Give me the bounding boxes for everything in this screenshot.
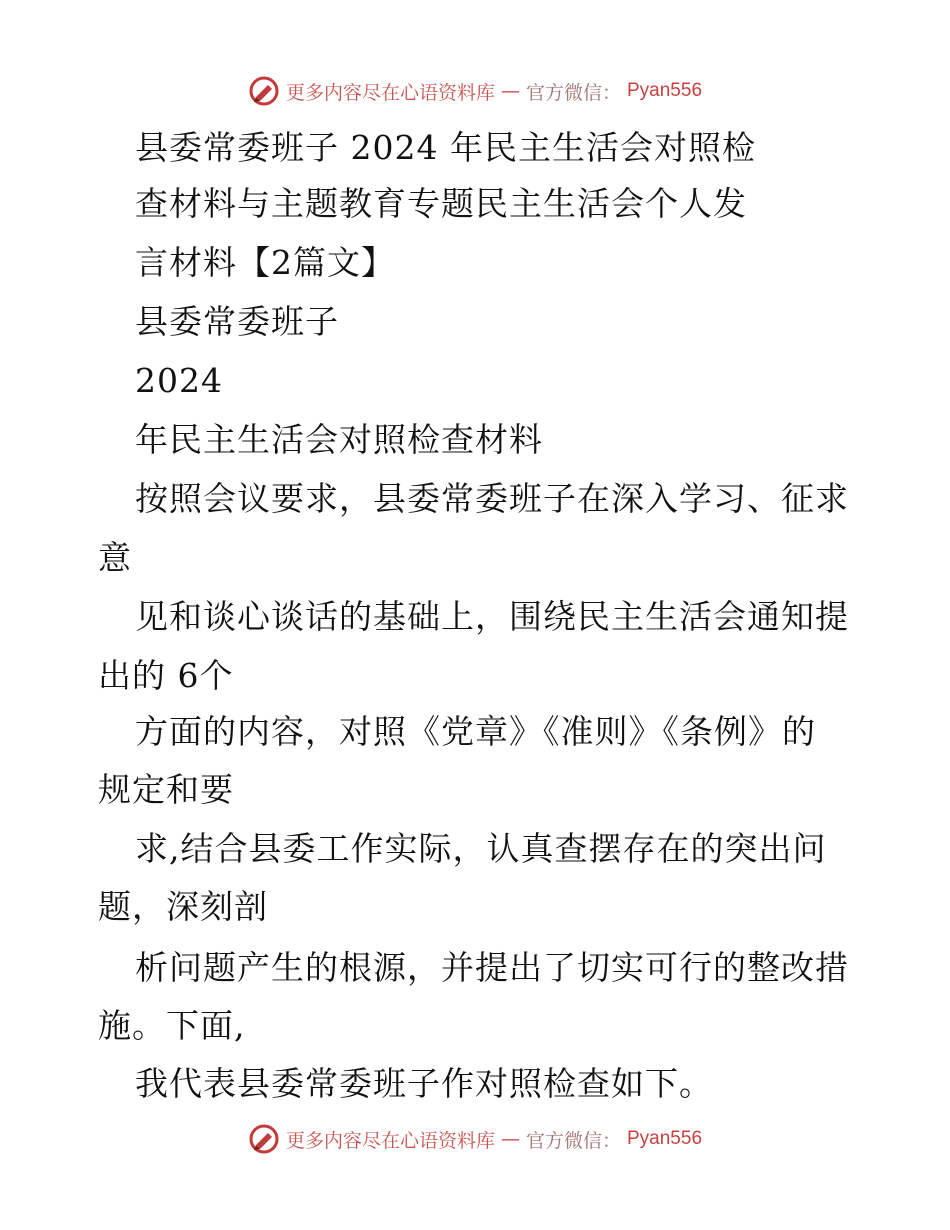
watermark-wechat-label: 官方微信： [525, 81, 621, 104]
body-line-10: 施。下面, [98, 1006, 246, 1045]
header-watermark [0, 71, 950, 111]
heading-line-2: 2024 [135, 361, 223, 400]
body-line-3: 见和谈心谈话的基础上，围绕民主生活会通知提 [135, 597, 849, 636]
watermark-site-text: 更多内容尽在心语资料库 [285, 1129, 495, 1152]
title-line-3: 言材料【2篇文】 [135, 243, 395, 282]
body-line-8: 题，深刻剖 [98, 887, 268, 926]
title-line-2: 查材料与主题教育专题民主生活会个人发 [135, 184, 747, 223]
body-line-5: 方面的内容，对照《党章》《准则》《条例》的 [135, 712, 816, 751]
pen-logo-icon [248, 1123, 280, 1155]
title-line-1: 县委常委班子 2024 年民主生活会对照检 [135, 128, 756, 167]
body-line-9: 析问题产生的根源，并提出了切实可行的整改措 [135, 948, 849, 987]
body-line-1: 按照会议要求，县委常委班子在深入学习、征求 [135, 479, 849, 518]
watermark-wechat-id: Pyan556 [627, 1128, 703, 1149]
watermark-dash: — [500, 80, 520, 102]
watermark-wechat-label: 官方微信： [525, 1129, 621, 1152]
watermark-dash: — [500, 1128, 520, 1150]
body-line-2: 意 [98, 538, 132, 577]
heading-line-1: 县委常委班子 [135, 302, 339, 341]
heading-line-3: 年民主生活会对照检查材料 [135, 420, 543, 459]
body-line-11: 我代表县委常委班子作对照检查如下。 [135, 1064, 713, 1103]
footer-watermark [0, 1119, 950, 1159]
body-line-4: 出的 6个 [98, 656, 234, 695]
watermark-site-text: 更多内容尽在心语资料库 [285, 81, 495, 104]
pen-logo-icon [248, 75, 280, 107]
body-line-7: 求,结合县委工作实际，认真查摆存在的突出问 [135, 829, 827, 868]
watermark-wechat-id: Pyan556 [627, 80, 703, 101]
body-line-6: 规定和要 [98, 770, 234, 809]
